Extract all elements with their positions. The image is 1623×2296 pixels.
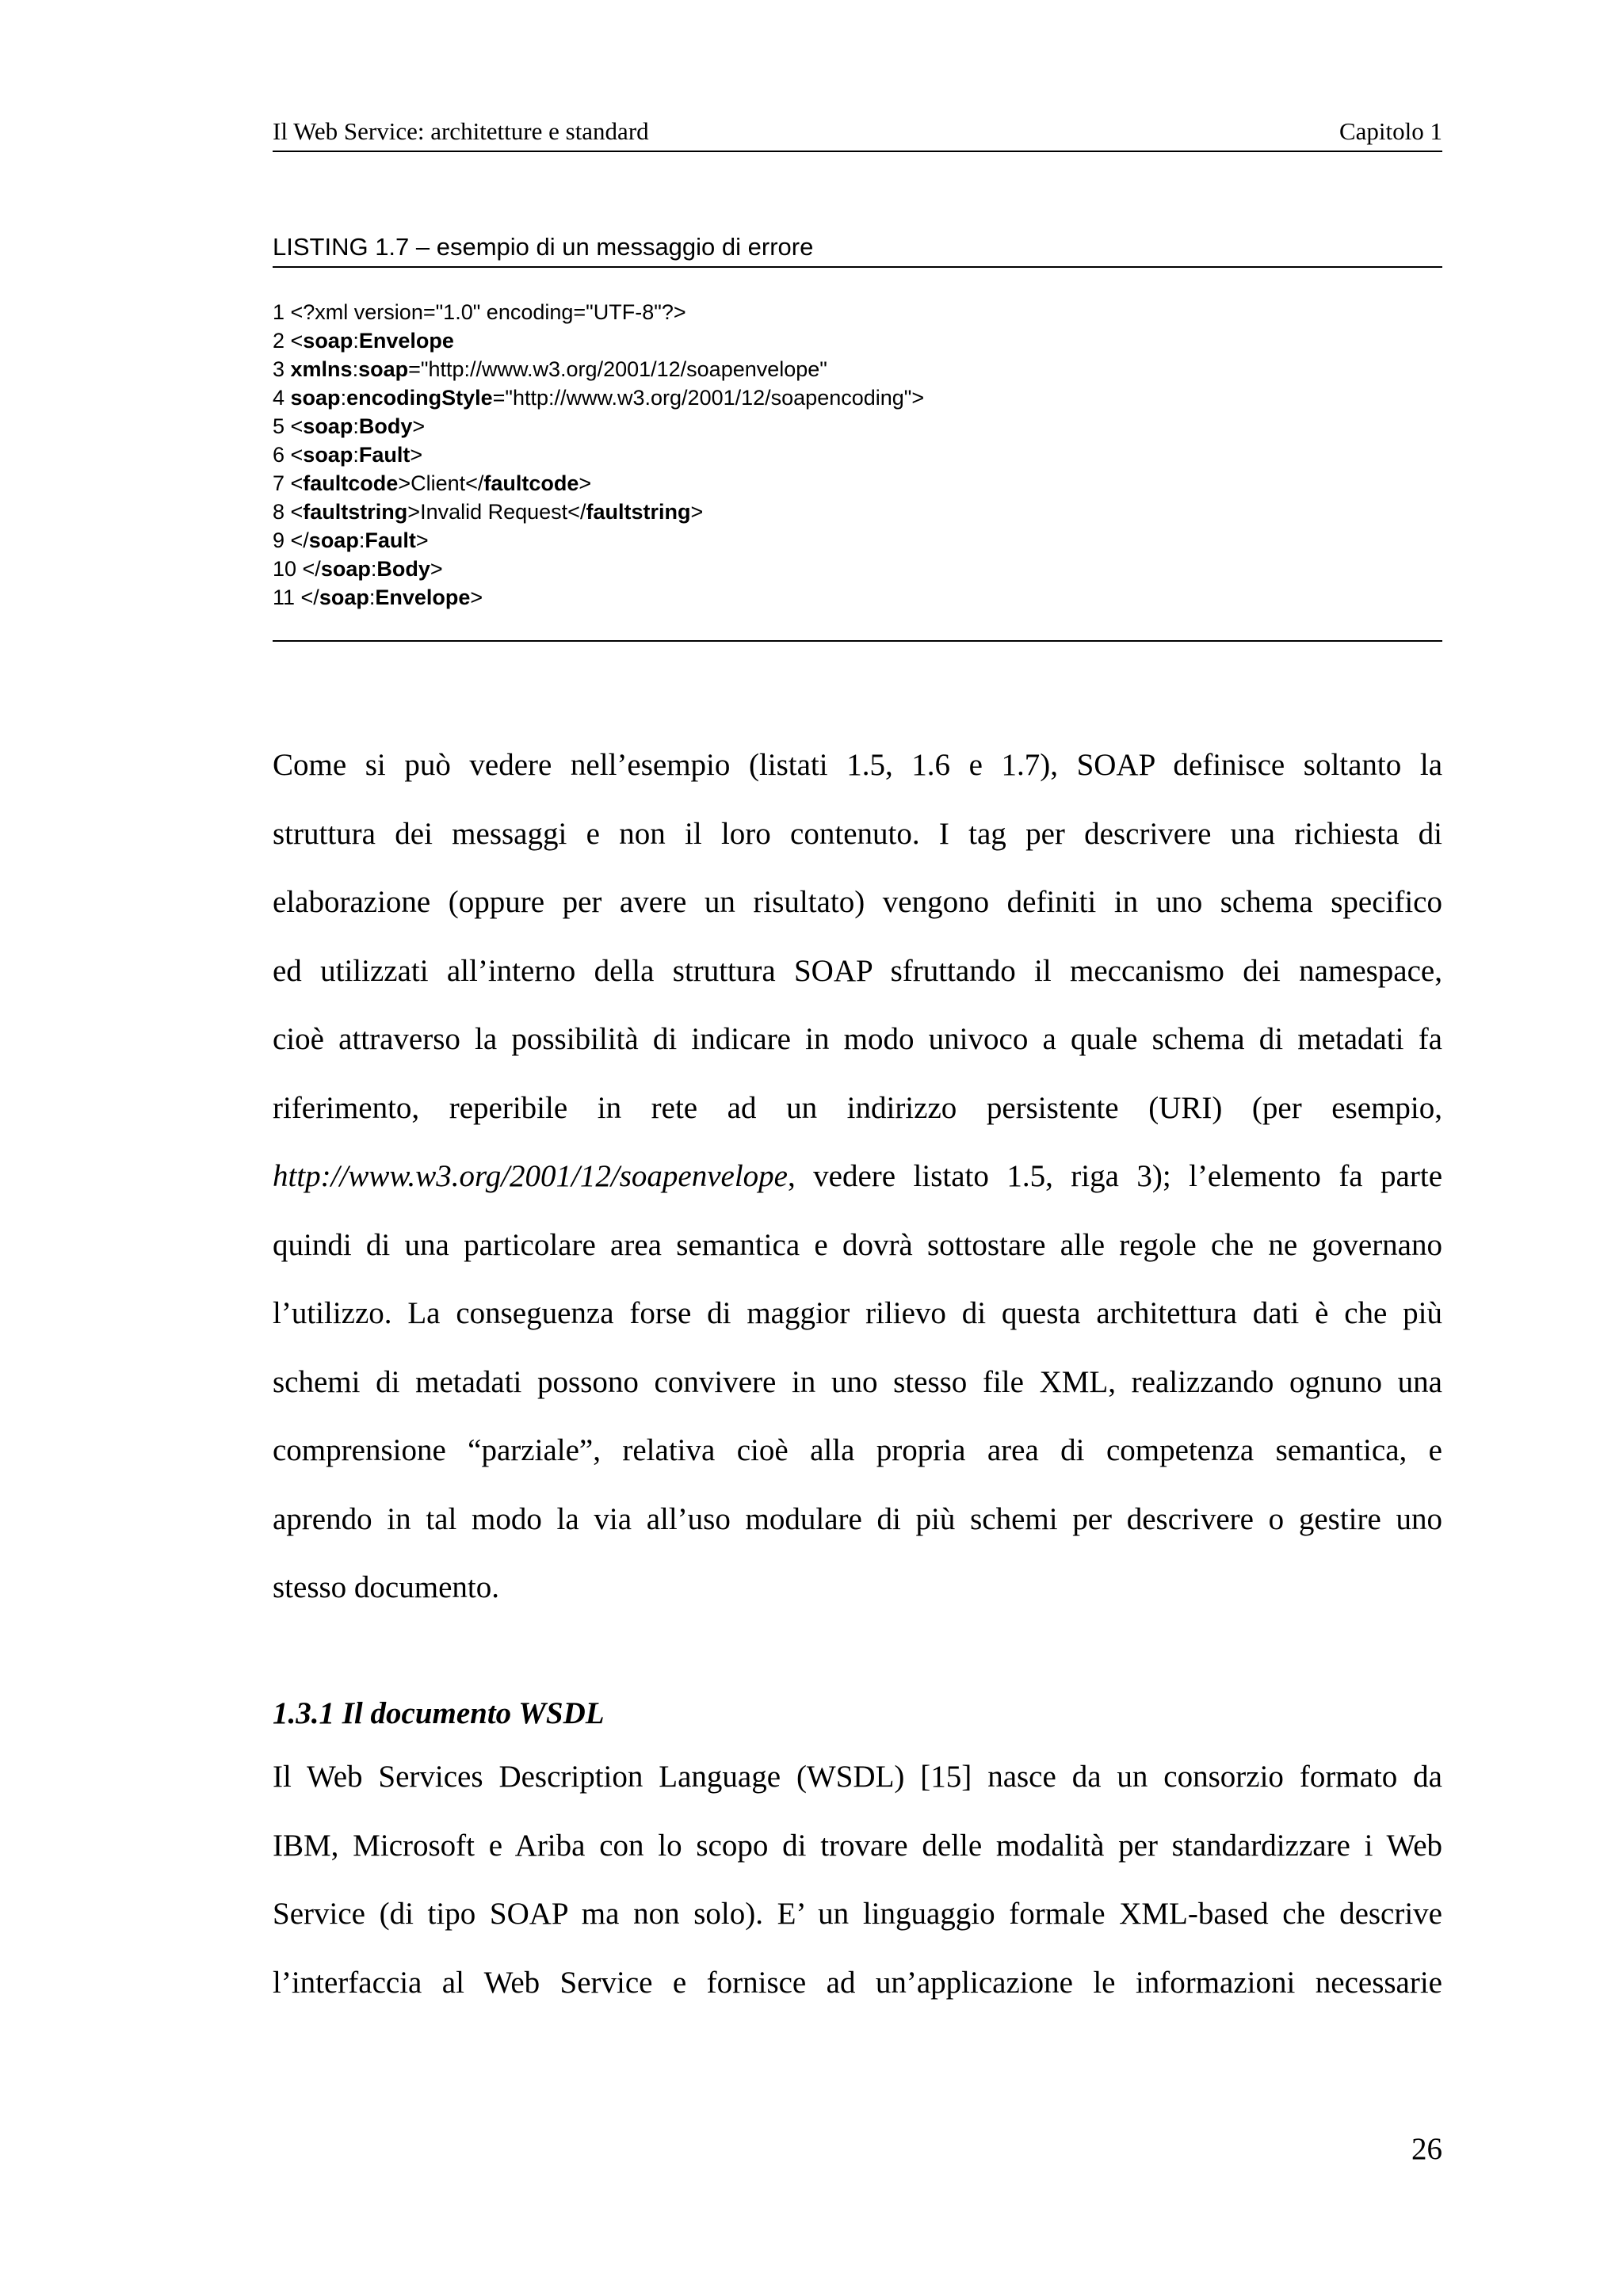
text-line: comprensione “parziale”, relativa cioè alla propria area di competenza semantica, e [273, 1433, 1442, 1467]
code-line: 5 <soap:Body> [273, 414, 426, 438]
running-header-title: Il Web Service: architetture e standard [273, 117, 649, 145]
section-heading: 1.3.1 Il documento WSDL [273, 1696, 605, 1730]
code-listing [273, 298, 1442, 612]
text-line: aprendo in tal modo la via all’uso modulare di più schemi per descrivere o gestire uno [273, 1501, 1442, 1536]
listing-caption [273, 231, 1442, 268]
text-line: quindi di una particolare area semantica e dovrà sottostare alle regole che ne governano [273, 1227, 1442, 1262]
listing-caption-text: LISTING 1.7 – esempio di un messaggio di errore [273, 233, 814, 261]
code-line: 9 </soap:Fault> [273, 528, 429, 552]
page-number: 26 [1411, 2132, 1442, 2166]
running-header [273, 114, 1442, 152]
paragraph-soap-explanation [273, 731, 1442, 1623]
code-line: 1 <?xml version="1.0" encoding="UTF-8"?> [273, 300, 686, 324]
text-line: IBM, Microsoft e Ariba con lo scopo di trovare delle modalità per standardizzare i Web [273, 1828, 1442, 1863]
text-line: schemi di metadati possono convivere in uno stesso file XML, realizzando ognuno una [273, 1364, 1442, 1399]
text-line: Service (di tipo SOAP ma non solo). E’ un linguaggio formale XML-based che descrive [273, 1897, 1442, 1931]
text-line: stesso documento. [273, 1570, 499, 1604]
text-line: l’utilizzo. La conseguenza forse di maggior rilievo di questa architettura dati è che più [273, 1296, 1442, 1330]
text-line: http://www.w3.org/2001/12/soapenvelope, vedere listato 1.5, riga 3); l’elemento fa parte [273, 1159, 1442, 1193]
text-line: cioè attraverso la possibilità di indicare in modo univoco a quale schema di metadati fa [273, 1022, 1442, 1056]
listing-bottom-rule [273, 640, 1442, 642]
code-line: 6 <soap:Fault> [273, 443, 423, 467]
code-line: 11 </soap:Envelope> [273, 585, 483, 609]
text-line: Come si può vedere nell’esempio (listati 1.5, 1.6 e 1.7), SOAP definisce soltanto la [273, 748, 1442, 782]
text-line: riferimento, reperibile in rete ad un indirizzo persistente (URI) (per esempio, [273, 1090, 1442, 1125]
text-line: l’interfaccia al Web Service e fornisce ad un’applicazione le informazioni necessarie [273, 1965, 1442, 2000]
text-line: struttura dei messaggi e non il loro contenuto. I tag per descrivere una richiesta di [273, 816, 1442, 851]
text-line: ed utilizzati all’interno della struttura SOAP sfruttando il meccanismo dei namespace, [273, 953, 1442, 988]
text-line: Il Web Services Description Language (WSDL) [15] nasce da un consorzio formato da [273, 1760, 1442, 1794]
code-line: 7 <faultcode>Client</faultcode> [273, 471, 592, 495]
code-line: 8 <faultstring>Invalid Request</faultstring> [273, 500, 704, 524]
code-line: 2 <soap:Envelope [273, 329, 454, 353]
code-line: 4 soap:encodingStyle="http://www.w3.org/2001/12/soapencoding"> [273, 386, 925, 410]
paragraph-wsdl-intro [273, 1743, 1442, 2017]
code-line: 10 </soap:Body> [273, 557, 443, 581]
code-line: 3 xmlns:soap="http://www.w3.org/2001/12/soapenvelope" [273, 357, 827, 381]
running-header-chapter: Capitolo 1 [1338, 117, 1442, 145]
text-line: elaborazione (oppure per avere un risultato) vengono definiti in uno schema specifico [273, 885, 1442, 919]
